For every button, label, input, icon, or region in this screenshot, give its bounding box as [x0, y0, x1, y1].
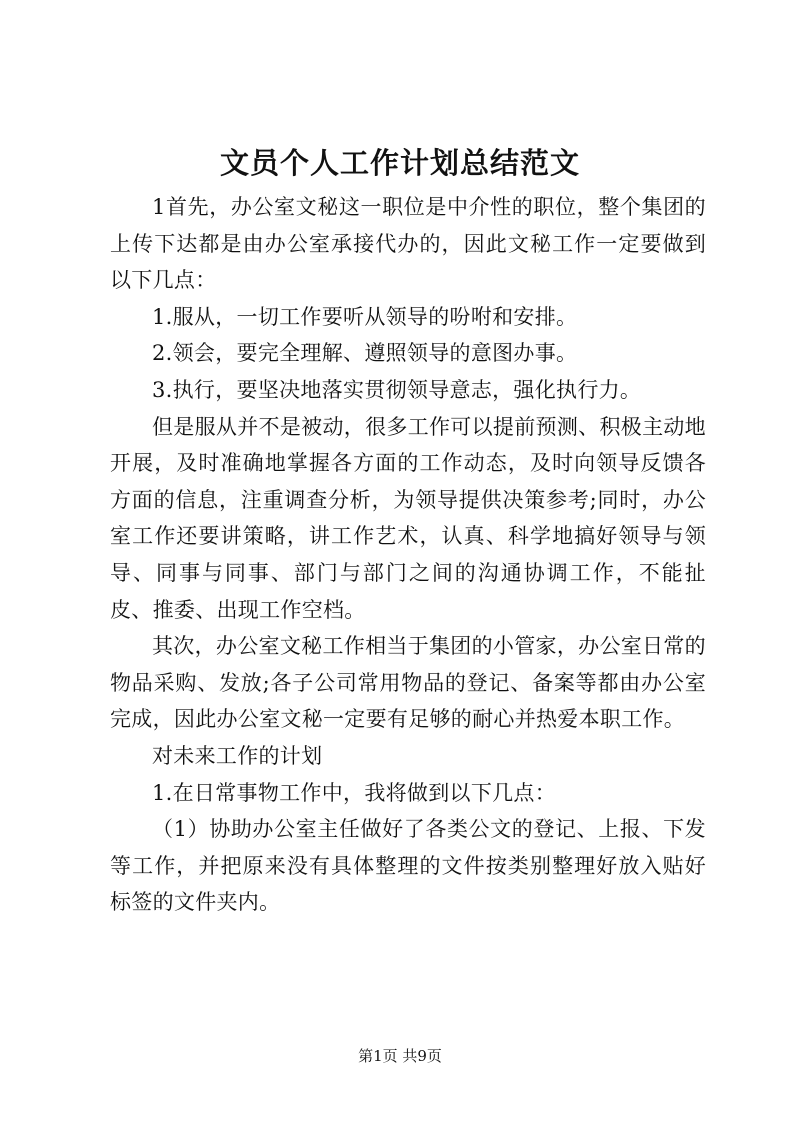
paragraph: 1首先，办公室文秘这一职位是中介性的职位，整个集团的上传下达都是由办公室承接代办的，因此文秘工作一定要做到以下几点： — [110, 195, 706, 293]
paragraph: 其次，办公室文秘工作相当于集团的小管家，办公室日常的物品采购、发放;各子公司常用物品的登记、备案等都由办公室完成，因此办公室文秘一定要有足够的耐心并热爱本职工作。 — [110, 634, 706, 732]
paragraph: 对未来工作的计划 — [152, 743, 323, 768]
paragraph: 1.在日常事物工作中，我将做到以下几点： — [152, 780, 557, 805]
document-title: 文员个人工作计划总结范文 — [219, 146, 580, 180]
paragraph: （1）协助办公室主任做好了各类公文的登记、上报、下发等工作，并把原来没有具体整理的文件按类别整理好放入贴好标签的文件夹内。 — [110, 817, 706, 915]
paragraph: 1.服从，一切工作要听从领导的吩咐和安排。 — [152, 304, 578, 329]
paragraph: 3.执行，要坚决地落实贯彻领导意志，强化执行力。 — [152, 377, 642, 402]
paragraph: 但是服从并不是被动，很多工作可以提前预测、积极主动地开展，及时准确地掌握各方面的工作动态，及时向领导反馈各方面的信息，注重调查分析，为领导提供决策参考;同时，办公室工作还要讲策略，讲工作艺术，认真、科学地搞好领导与领导、同事与同事、部门与部门之间的沟通协调工作，不能扯皮、推委、出现工作空档。 — [110, 414, 706, 622]
page-footer: 第1页 共9页 — [358, 1047, 442, 1065]
document-body — [110, 189, 706, 921]
paragraph: 2.领会，要完全理解、遵照领导的意图办事。 — [152, 341, 578, 366]
